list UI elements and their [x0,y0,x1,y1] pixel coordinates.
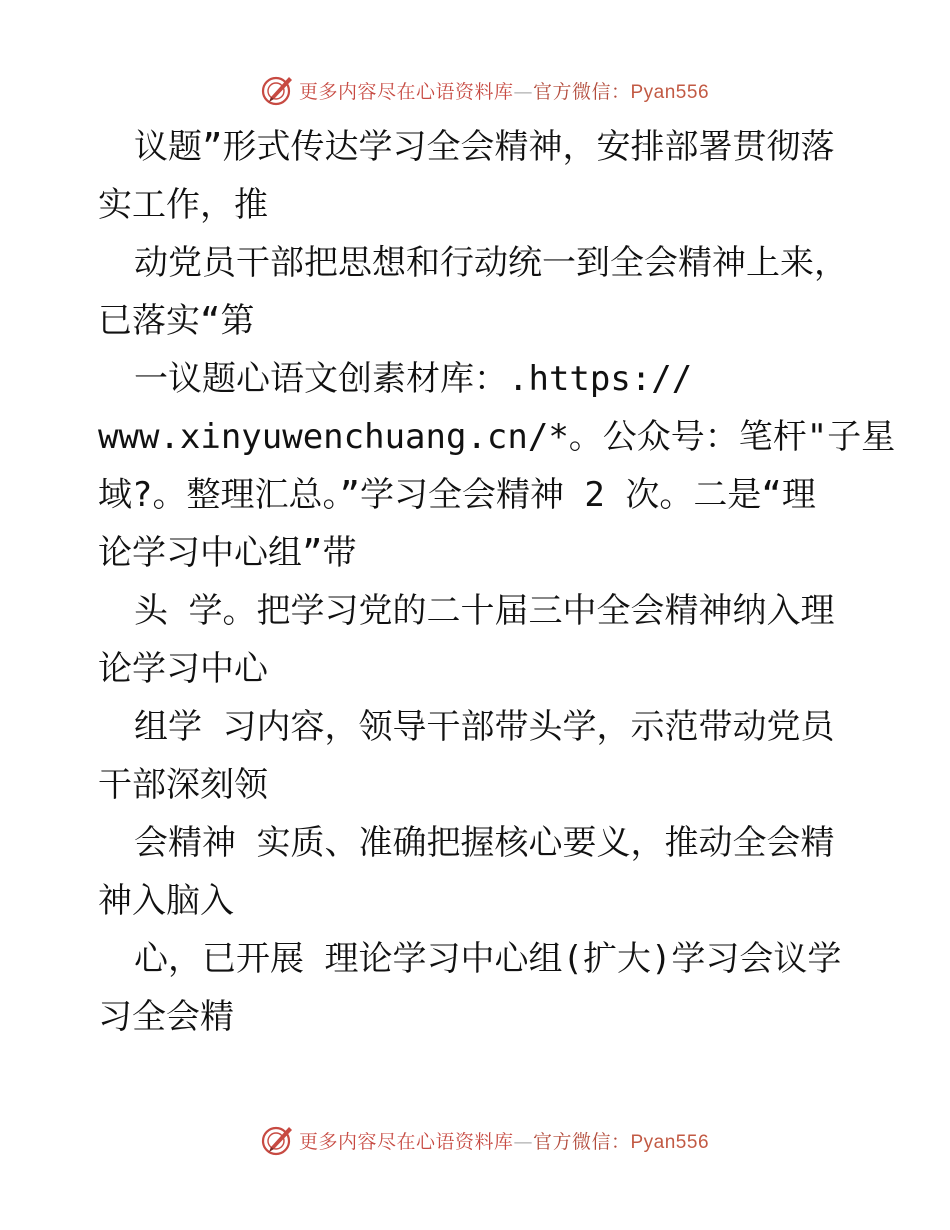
body-line: 已落实“第 [98,301,255,341]
header-watermark-inner [261,73,709,107]
body-line: 一议题心语文创素材库：.https:// [134,359,693,399]
body-line: www.xinyuwenchuang.cn/*。公众号：笔杆"子星 [98,417,896,457]
quill-pen-logo-icon [261,1123,295,1157]
header-brand: 更多内容尽在心语资料库 [298,80,514,103]
body-line: 组学 习内容，领导干部带头学，示范带动党员 [134,707,835,747]
header-watermark-text [299,77,709,104]
body-line: 头 学。把学习党的二十届三中全会精神纳入理 [134,591,835,631]
body-line: 习全会精 [98,997,234,1037]
header-wechat-id: Pyan556 [630,81,710,103]
footer-brand: 更多内容尽在心语资料库 [298,1130,514,1153]
footer-wechat-id: Pyan556 [630,1131,710,1153]
footer-watermark-inner [261,1123,709,1157]
quill-pen-logo-icon [261,73,295,107]
body-line: 实工作，推 [98,185,268,225]
footer-wechat-label: 官方微信： [532,1130,631,1153]
body-line: 会精神 实质、准确把握核心要义，推动全会精 [134,823,835,863]
body-line: 神入脑入 [98,881,234,921]
header-wechat-label: 官方微信： [532,80,631,103]
header-separator: — [513,80,533,103]
body-line: 干部深刻领 [98,765,268,805]
body-line: 论学习中心组”带 [98,533,357,573]
footer-separator: — [513,1130,533,1153]
footer-watermark [0,1120,950,1160]
body-line: 心，已开展 理论学习中心组(扩大)学习会议学 [134,939,842,979]
footer-watermark-text [299,1127,709,1154]
body-line: 论学习中心 [98,649,268,689]
header-watermark [0,70,950,110]
document-body [98,118,898,1046]
body-line: 议题”形式传达学习全会精神，安排部署贯彻落 [134,127,835,167]
body-line: 域?。整理汇总。”学习全会精神 2 次。二是“理 [98,475,816,515]
body-line: 动党员干部把思想和行动统一到全会精神上来， [134,243,848,283]
